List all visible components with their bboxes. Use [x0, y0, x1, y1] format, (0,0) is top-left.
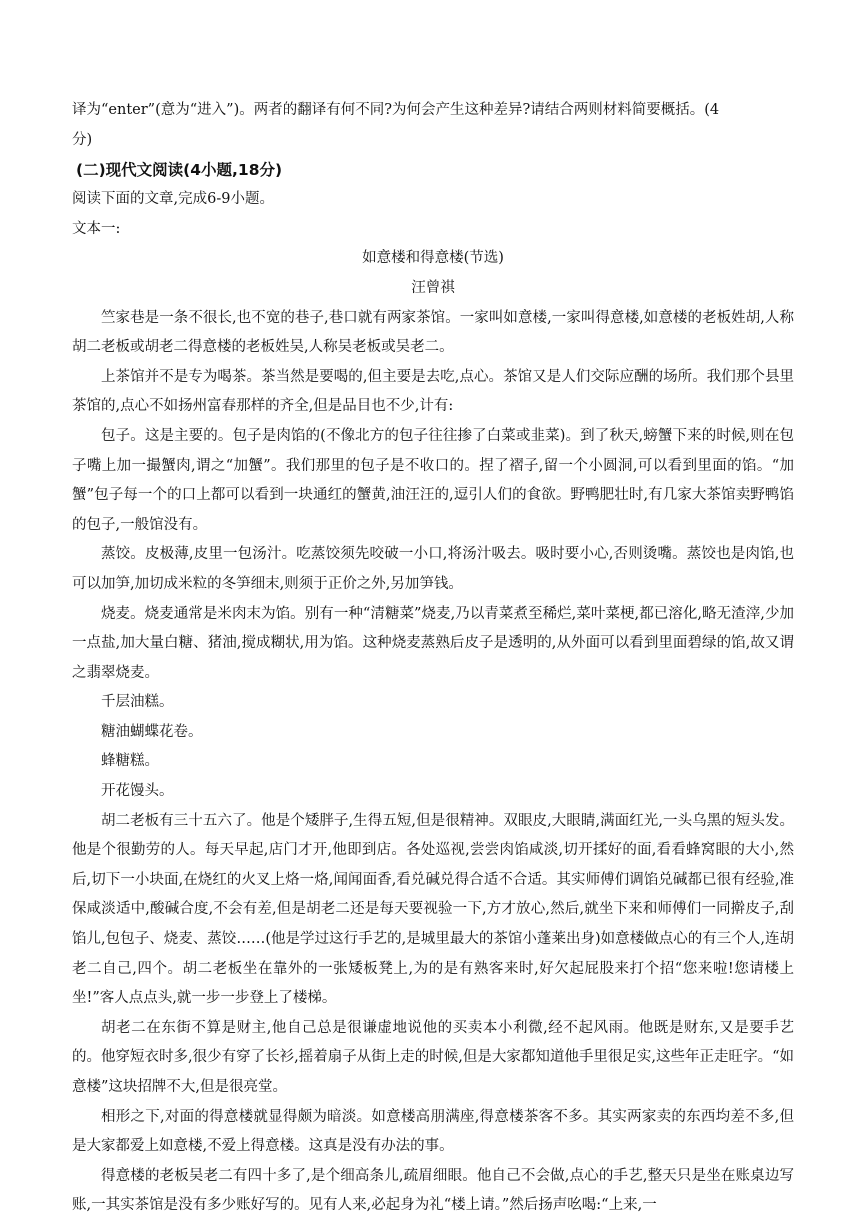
paragraph: 胡二老板有三十五六了。他是个矮胖子,生得五短,但是很精神。双眼皮,大眼睛,满面红光,一头乌黑的短头发。他是个很勤劳的人。每天早起,店门才开,他即到店。各处巡视,尝尝肉馅咸淡,切开揉好的面,看看蜂窝眼的大小,然后,切下一小块面,在烧红的火叉上烙一烙,闻闻面香,看兑碱兑得合适不合适。其实师傅们调馅兑碱都已很有经验,准保咸淡适中,酸碱合度,不会有差,但是胡老二还是每天要视验一下,方才放心,然后,就坐下来和师傅们一同擀皮子,刮馅儿,包包子、烧麦、蒸饺……(他是学过这行手艺的,是城里最大的茶馆小蓬莱出身)如意楼做点心的有三个人,连胡老二自己,四个。胡二老板坐在靠外的一张矮板凳上,为的是有熟客来时,好欠起屁股来打个招“您来啦!您请楼上坐!”客人点点头,就一步一步登上了楼梯。: [72, 812, 794, 1007]
paragraph: 包子。这是主要的。包子是肉馅的(不像北方的包子往往掺了白菜或韭菜)。到了秋天,螃蟹下来的时候,则在包子嘴上加一撮蟹肉,谓之“加蟹”。我们那里的包子是不收口的。捏了褶子,留一个小圆洞,可以看到里面的馅。“加蟹”包子每一个的口上都可以看到一块通红的蟹黄,油汪汪的,逗引人们的食欲。野鸭肥壮时,有几家大茶馆卖野鸭馅的包子,一般馆没有。: [72, 427, 794, 533]
paragraph: 千层油糕。: [101, 694, 174, 711]
paragraph: 竺家巷是一条不很长,也不宽的巷子,巷口就有两家茶馆。一家叫如意楼,一家叫得意楼,如意楼的老板姓胡,人称胡二老板或胡老二得意楼的老板姓吴,人称吴老板或吴老二。: [72, 309, 794, 356]
paragraph: 蜂糖糕。: [101, 753, 159, 770]
paragraph: 相形之下,对面的得意楼就显得颇为暗淡。如意楼高朋满座,得意楼茶客不多。其实两家卖的东西均差不多,但是大家都爱上如意楼,不爱上得意楼。这真是没有办法的事。: [72, 1108, 794, 1155]
paragraph: 糖油蝴蝶花卷。: [101, 723, 203, 740]
article-author: 汪曾祺: [411, 279, 455, 296]
instruction-text: 阅读下面的文章,完成6-9小题。: [72, 191, 274, 208]
paragraph: 开花馒头。: [101, 783, 174, 800]
paragraph: 烧麦。烧麦通常是米肉末为馅。别有一种“清糖菜”烧麦,乃以青菜煮至稀烂,菜叶菜梗,都已溶化,略无渣滓,少加一点盐,加大量白糖、猪油,搅成糊状,用为馅。这种烧麦蒸熟后皮子是透明的,从外面可以看到里面碧绿的馅,故又谓之翡翠烧麦。: [72, 605, 794, 681]
article-body: [72, 304, 794, 1221]
question-tail-line-1: 译为“enter”(意为“进入”)。两者的翻译有何不同?为何会产生这种差异?请结合两则材料简要概括。(4: [72, 102, 720, 118]
article-title: 如意楼和得意楼(节选): [362, 250, 504, 267]
paragraph: 得意楼的老板吴老二有四十多了,是个细高条儿,疏眉细眼。他自己不会做,点心的手艺,整天只是坐在账桌边写账,一其实茶馆是没有多少账好写的。见有人来,必起身为礼“楼上请。”然后扬声吆喝:“上来,一: [72, 1167, 794, 1214]
text-label: 文本一:: [72, 220, 121, 237]
question-tail-line-2: 分): [72, 131, 93, 148]
paragraph: 胡老二在东街不算是财主,他自己总是很谦虚地说他的买卖本小利微,经不起风雨。他既是财东,又是要手艺的。他穿短衣时多,很少有穿了长衫,摇着扇子从街上走的时候,但是大家都知道他手里很足实,这些年正走旺字。“如意楼”这块招牌不大,但是很亮堂。: [72, 1019, 794, 1095]
paragraph: 上茶馆并不是专为喝茶。茶当然是要喝的,但主要是去吃,点心。茶馆又是人们交际应酬的场所。我们那个县里茶馆的,点心不如扬州富春那样的齐全,但是品目也不少,计有:: [72, 368, 794, 415]
document-page: [72, 96, 794, 1221]
section-heading: (二)现代文阅读(4小题,18分): [76, 161, 283, 180]
paragraph: 蒸饺。皮极薄,皮里一包汤汁。吃蒸饺须先咬破一小口,将汤汁吸去。吸时要小心,否则烫嘴。蒸饺也是肉馅,也可以加笋,加切成米粒的冬笋细末,则须于正价之外,另加笋钱。: [72, 546, 794, 592]
